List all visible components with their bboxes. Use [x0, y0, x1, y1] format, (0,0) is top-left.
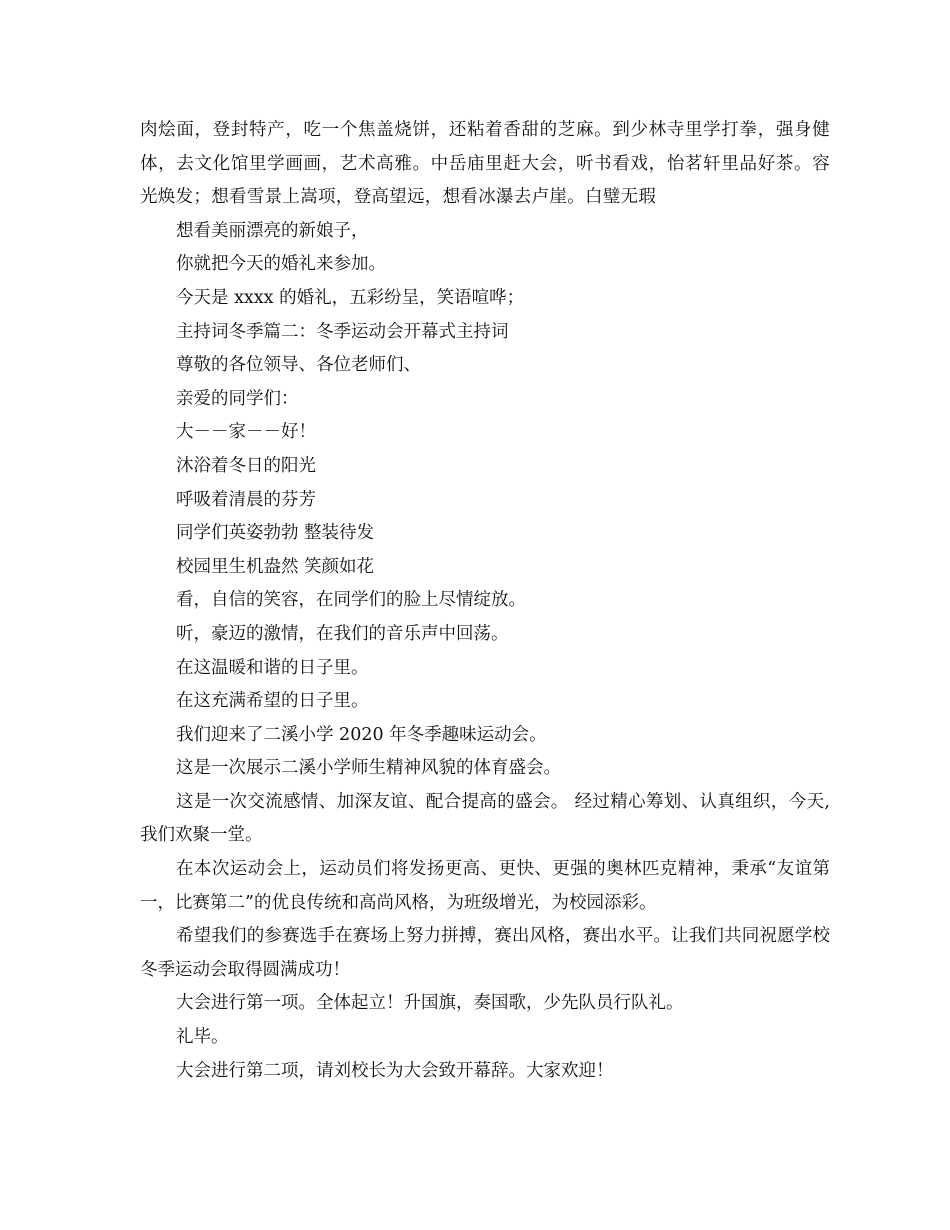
- paragraph: 在这充满希望的日子里。: [176, 691, 369, 712]
- paragraph: 希望我们的参赛选手在赛场上努力拼搏，赛出风格，赛出水平。让我们共同祝愿学校冬季运动会取得圆满成功！: [140, 926, 830, 980]
- paragraph: 大会进行第一项。全体起立！升国旗，奏国歌，少先队员行队礼。: [176, 993, 684, 1014]
- paragraph-intro: 肉烩面，登封特产，吃一个焦盖烧饼，还粘着香甜的芝麻。到少林寺里学打拳，强身健体，去文化馆里学画画，艺术高雅。中岳庙里赶大会，听书看戏，怡茗轩里品好茶。容光焕发；想看雪景上嵩项，登高望远，想看冰瀑去卢崖。白璧无瑕: [140, 120, 830, 208]
- paragraph: 我们迎来了二溪小学 2020 年冬季趣味运动会。: [176, 724, 547, 745]
- paragraph: 校园里生机盎然 笑颜如花: [176, 556, 375, 577]
- paragraph: 呼吸着清晨的芬芳: [176, 489, 316, 510]
- paragraph: 今天是 xxxx 的婚礼，五彩纷呈，笑语喧哗；: [176, 287, 525, 308]
- document-body: [140, 114, 830, 1088]
- section-heading: 主持词冬季篇二：冬季运动会开幕式主持词: [176, 321, 509, 342]
- paragraph: 在这温暖和谐的日子里。: [176, 657, 369, 678]
- paragraph: 这是一次展示二溪小学师生精神风貌的体育盛会。: [176, 758, 561, 779]
- paragraph: 在本次运动会上，运动员们将发扬更高、更快、更强的奥林匹克精神，秉承“友谊第一，比赛第二”的优良传统和高尚风格，为班级增光，为校园添彩。: [140, 859, 830, 913]
- paragraph: 看，自信的笑容，在同学们的脸上尽情绽放。: [176, 590, 526, 611]
- paragraph: 尊敬的各位领导、各位老师们、: [176, 355, 421, 376]
- paragraph: 亲爱的同学们：: [176, 388, 299, 409]
- paragraph: 礼毕。: [176, 1027, 229, 1048]
- paragraph: 这是一次交流感情、加深友谊、配合提高的盛会。 经过精心筹划、认真组织，今天,我们欢聚一堂。: [140, 791, 830, 846]
- paragraph: 你就把今天的婚礼来参加。: [176, 254, 386, 275]
- paragraph: 大－－家－－好！: [176, 422, 316, 443]
- paragraph: 大会进行第二项，请刘校长为大会致开幕辞。大家欢迎！: [176, 1060, 614, 1081]
- paragraph: 听，豪迈的激情，在我们的音乐声中回荡。: [176, 623, 509, 644]
- paragraph: 同学们英姿勃勃 整装待发: [176, 523, 375, 544]
- paragraph: 沐浴着冬日的阳光: [176, 455, 316, 476]
- paragraph: 想看美丽漂亮的新娘子，: [176, 220, 369, 241]
